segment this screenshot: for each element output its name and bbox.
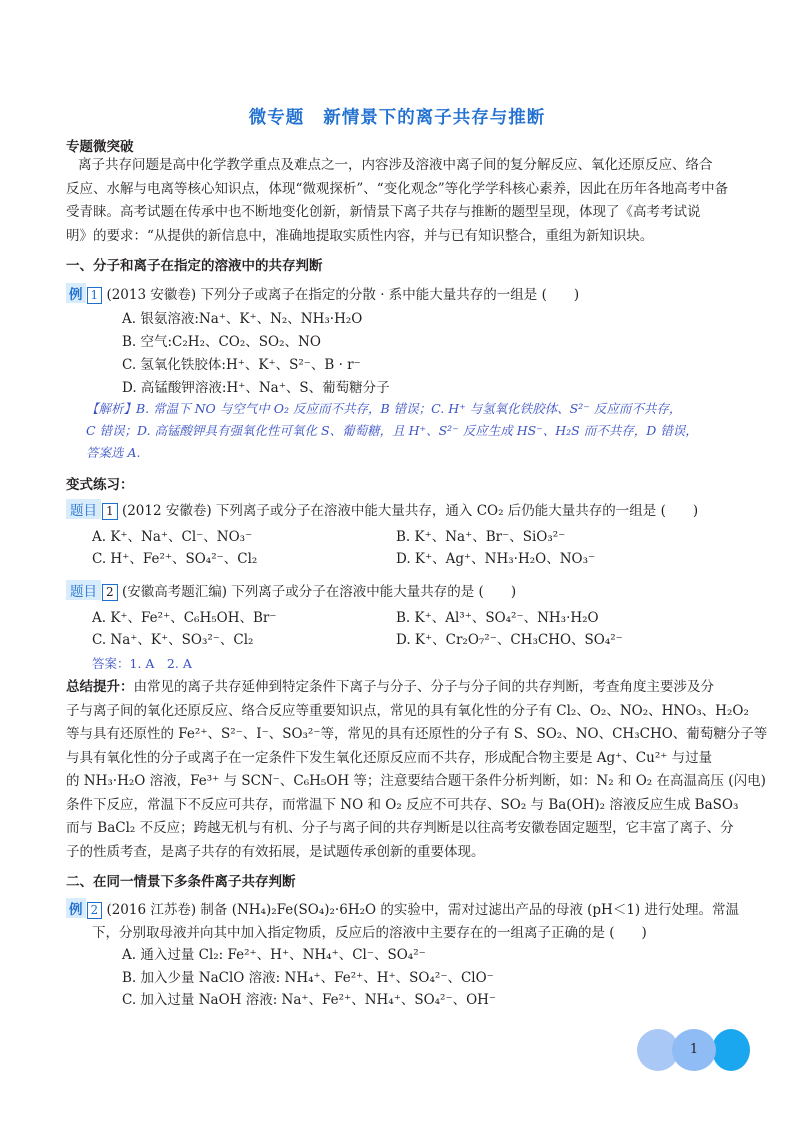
option-c: C. 加入过量 NaOH 溶液: Na⁺、Fe²⁺、NH₄⁺、SO₄²⁻、OH⁻ <box>122 992 497 1008</box>
page-number: 1 <box>672 1029 716 1071</box>
intro-line: 明》的要求：“从提供的新信息中，准确地提取实质性内容，并与已有知识整合，重组为新知识块。 <box>66 227 654 244</box>
summary-line: 子的性质考查，是离子共存的有效拓展，是试题传承创新的重要体现。 <box>66 843 485 860</box>
section-breakthrough: 专题微突破 <box>66 139 134 155</box>
example-1-stem: (2013 安徽卷) 下列分子或离子在指定的分散 · 系中能大量共存的一组是 ( ) <box>106 287 580 303</box>
summary-line: 与具有氧化性的分子或离子在一定条件下发生氧化还原反应而不共存，形成配合物主要是 Ag⁺、Cu²⁺ 与过量 <box>66 749 713 766</box>
summary-line: 的 NH₃·H₂O 溶液，Fe³⁺ 与 SCN⁻、C₆H₅OH 等；注意要结合题干条件分析判断，如：N₂ 和 O₂ 在高温高压 (闪电) <box>66 773 766 789</box>
question-number: 1 <box>102 503 118 520</box>
page-bubble-decoration <box>712 1029 750 1071</box>
question-2-stem-row <box>66 580 516 601</box>
example-2-options <box>122 944 496 1012</box>
analysis-line: C 错误；D. 高锰酸钾具有强氧化性可氧化 S、葡萄糖，且 H⁺、S²⁻ 反应生成 HS⁻、H₂S 而不共存，D 错误， <box>86 423 698 438</box>
option-b: B. 空气:C₂H₂、CO₂、SO₂、NO <box>122 334 321 350</box>
question-tag: 题目 <box>66 580 101 600</box>
question-tag: 题目 <box>66 499 101 519</box>
example-2-stem: (2016 江苏卷) 制备 (NH₄)₂Fe(SO₄)₂·6H₂O 的实验中，需对过滤出产品的母液 (pH＜1) 进行处理。常温 <box>106 902 739 918</box>
question-1-stem: (2012 安徽卷) 下列离子或分子在溶液中能大量共存，通入 CO₂ 后仍能大量共存的一组是 ( ) <box>121 503 699 519</box>
option-c: C. 氢氧化铁胶体:H⁺、K⁺、S²⁻、B · r⁻ <box>122 357 361 373</box>
option-a: A. 银氨溶液:Na⁺、K⁺、N₂、NH₃·H₂O <box>122 311 363 327</box>
intro-line: 受青睐。高考试题在传承中也不断地变化创新，新情景下离子共存与推断的题型呈现，体现了《高考考试说 <box>66 204 701 220</box>
analysis-line: 【解析】B. 常温下 NO 与空气中 O₂ 反应而不共存，B 错误；C. H⁺ 与氢氧化铁胶体、S²⁻ 反应而不共存， <box>86 401 682 416</box>
option-d: D. 高锰酸钾溶液:H⁺、Na⁺、S、葡萄糖分子 <box>122 380 390 396</box>
example-number: 1 <box>87 287 103 304</box>
summary-line: 条件下反应，常温下不反应可共存，而常温下 NO 和 O₂ 反应不可共存、SO₂ 与 Ba(OH)₂ 溶液反应生成 BaSO₃ <box>66 796 739 813</box>
intro-paragraph <box>66 154 740 248</box>
q2-option-d: D. K⁺、Cr₂O₇²⁻、CH₃CHO、SO₄²⁻ <box>396 632 623 648</box>
summary-paragraph <box>66 676 768 864</box>
q2-option-c: C. Na⁺、K⁺、SO₃²⁻、Cl₂ <box>92 632 254 648</box>
heading-2: 二、在同一情景下多条件离子共存判断 <box>66 874 296 890</box>
q1-option-b: B. K⁺、Na⁺、Br⁻、SiO₃²⁻ <box>396 529 566 545</box>
example-2-stem-cont: 下，分别取母液并向其中加入指定物质，反应后的溶液中主要存在的一组离子正确的是 ( ) <box>92 925 647 941</box>
summary-line: 由常见的离子共存延伸到特定条件下离子与分子、分子与分子间的共存判断，考查角度主要涉及分 <box>133 679 714 695</box>
question-1-stem-row <box>66 499 698 520</box>
option-b: B. 加入少量 NaClO 溶液: NH₄⁺、Fe²⁺、H⁺、SO₄²⁻、ClO⁻ <box>122 969 494 986</box>
example-1-options <box>122 308 390 400</box>
question-2-stem: (安徽高考题汇编) 下列离子或分子在溶液中能大量共存的是 ( ) <box>121 584 517 600</box>
q1-option-c: C. H⁺、Fe²⁺、SO₄²⁻、Cl₂ <box>92 551 258 567</box>
question-number: 2 <box>102 584 118 601</box>
option-a: A. 通入过量 Cl₂: Fe²⁺、H⁺、NH₄⁺、Cl⁻、SO₄²⁻ <box>122 947 426 963</box>
heading-1: 一、分子和离子在指定的溶液中的共存判断 <box>66 258 323 274</box>
title-right: 新情景下的离子共存与推断 <box>323 108 546 128</box>
intro-line: 离子共存问题是高中化学教学重点及难点之一，内容涉及溶液中离子间的复分解反应、氧化还原反应、络合 <box>78 157 713 173</box>
q1-option-d: D. K⁺、Ag⁺、NH₃·H₂O、NO₃⁻ <box>396 551 596 567</box>
title-left: 微专题 <box>248 108 305 128</box>
example-1-stem-row <box>66 283 579 304</box>
example-tag: 例 <box>66 283 86 303</box>
page-title <box>0 104 794 129</box>
q1-option-a: A. K⁺、Na⁺、Cl⁻、NO₃⁻ <box>92 529 253 545</box>
summary-line: 而与 BaCl₂ 不反应；跨越无机与有机、分子与离子间的共存判断是以往高考安徽卷固定题型，它丰富了离子、分 <box>66 820 734 836</box>
answers: 答案：1. A 2. A <box>92 656 192 671</box>
summary-line: 等与具有还原性的 Fe²⁺、S²⁻、I⁻、SO₃²⁻等，常见的具有还原性的分子有 S、SO₂、NO、CH₃CHO、葡萄糖分子等 <box>66 726 768 742</box>
summary-line: 子与离子间的氧化还原反应、络合反应等重要知识点，常见的具有氧化性的分子有 Cl₂、O₂、NO₂、HNO₃、H₂O₂ <box>66 702 749 719</box>
summary-label: 总结提升： <box>66 679 134 695</box>
analysis-line: 答案选 A. <box>86 445 141 460</box>
example-tag: 例 <box>66 898 86 918</box>
practice-heading: 变式练习： <box>66 477 134 493</box>
example-1-analysis <box>86 398 698 464</box>
example-2-stem-row <box>66 898 739 919</box>
example-number: 2 <box>87 902 103 919</box>
intro-line: 反应、水解与电离等核心知识点，体现“微观探析”、“变化观念”等化学学科核心素养，因此在历年各地高考中备 <box>66 180 729 197</box>
q2-option-b: B. K⁺、Al³⁺、SO₄²⁻、NH₃·H₂O <box>396 610 599 626</box>
q2-option-a: A. K⁺、Fe²⁺、C₆H₅OH、Br⁻ <box>92 610 277 626</box>
